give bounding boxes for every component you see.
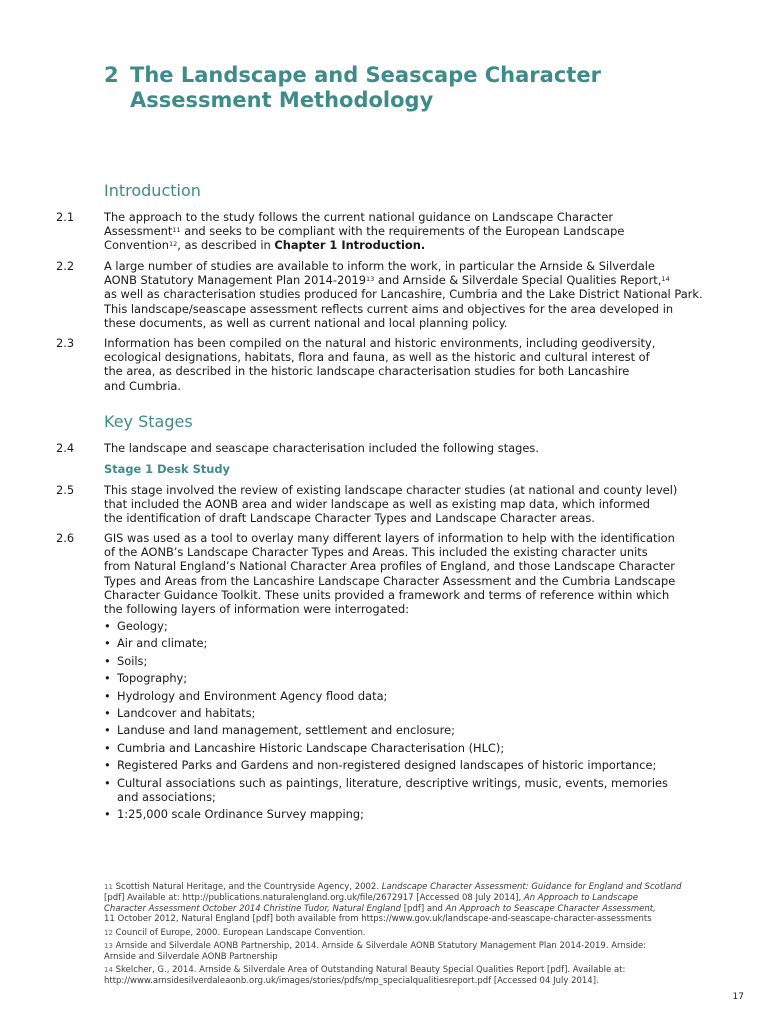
paragraph-2-3 [56, 336, 724, 393]
text-line: ecological designations, habitats, flora and fauna, as well as the historic and cultural interest of [104, 350, 650, 365]
chapter-title-line-1: The Landscape and Seascape Character [130, 63, 601, 87]
paragraph-2-5 [56, 483, 724, 526]
text-line: Character Guidance Toolkit. These units provided a framework and terms of reference within which [104, 587, 670, 602]
text-line: and Cumbria. [104, 378, 181, 393]
section-heading-key-stages: Key Stages [104, 412, 193, 431]
paragraph-2-6 [56, 531, 724, 616]
paragraph-number: 2.6 [56, 531, 75, 545]
list-item: • Cultural associations such as paintings, literature, descriptive writings, music, events, memories and associations; [104, 776, 724, 804]
list-item: • Registered Parks and Gardens and non-registered designed landscapes of historic importance; [104, 758, 724, 772]
section-heading-introduction: Introduction [104, 181, 201, 200]
list-item: • Geology; [104, 619, 724, 633]
footnote-12: 12 Council of Europe, 2000. European Landscape Convention. [104, 927, 366, 938]
text-line: Information has been compiled on the natural and historic environments, including geodiversity, [104, 336, 656, 350]
list-item: • Topography; [104, 671, 724, 685]
text-line: This stage involved the review of existing landscape character studies (at national and county level) [104, 483, 678, 497]
text-line: AONB Statutory Management Plan 2014-2019$^{13}$ and Arnside & Silverdale Special Qualities Report,$^{14}$ [104, 273, 670, 288]
list-item: • Landuse and land management, settlement and enclosure; [104, 723, 724, 737]
list-item: • Landcover and habitats; [104, 706, 724, 720]
text-line: from Natural England’s National Character Area profiles of England, and those Landscape Character [104, 559, 675, 574]
footnotes [104, 882, 734, 989]
paragraph-2-4 [56, 441, 724, 455]
footnote-ref: 12 [168, 240, 178, 249]
text-line: that included the AONB area and wider landscape as well as existing map data, which informed [104, 497, 650, 512]
footnote-ref: 14 [661, 275, 670, 284]
text-line: as well as characterisation studies produced for Lancashire, Cumbria and the Lake District National Park. [104, 287, 703, 302]
list-item: • Cumbria and Lancashire Historic Landscape Characterisation (HLC); [104, 741, 724, 755]
text-line: The landscape and seascape characterisation included the following stages. [104, 441, 539, 455]
text-line: The approach to the study follows the current national guidance on Landscape Character [104, 210, 614, 224]
footnote-14: 14 Skelcher, G., 2014. Arnside & Silverdale Area of Outstanding Natural Beauty Special Qualities Report [pdf]. Available at: http://www.arnsidesilverdaleaonb.org.uk/images/stories/pdfs/mp_specialqualitiesreport.pdf [Accessed 04 July 2014]. [104, 965, 626, 986]
list-item: • 1:25,000 scale Ordinance Survey mapping; [104, 807, 724, 821]
list-item: • Soils; [104, 654, 724, 668]
paragraph-2-1 [56, 210, 724, 253]
chapter-title-line-2: Assessment Methodology [130, 88, 434, 112]
text-line: A large number of studies are available to inform the work, in particular the Arnside & Silverdale [104, 259, 655, 273]
text-line: these documents, as well as current national and local planning policy. [104, 315, 508, 330]
footnote-11: 11 Scottish Natural Heritage, and the Countryside Agency, 2002. Landscape Character Assessment: Guidance for England and Scotland [pdf] Available at: http://publications.naturalengland.org.uk/file/2672917 [Accessed 08 July 2014], An Approach to Landscape Character Assessment October 2014 Christine Tudor, Natural England [pdf] and An Approach to Seascape Character Assessment, 11 October 2012, Natural England [pdf] both available from https://www.gov.uk/landscape-and-seascape-character-assessments [104, 882, 682, 925]
text-line: of the AONB’s Landscape Character Types and Areas. This included the existing character units [104, 545, 648, 560]
list-item: • Air and climate; [104, 636, 724, 650]
chapter-reference: Chapter 1 Introduction. [274, 238, 426, 253]
footnote-ref: 13 [365, 275, 375, 284]
text-line: Types and Areas from the Lancashire Landscape Character Assessment and the Cumbria Landscape [104, 573, 676, 588]
footnote-ref: 11 [172, 226, 181, 235]
page-number: 17 [732, 992, 744, 1002]
paragraph-number: 2.2 [56, 259, 75, 273]
paragraph-number: 2.1 [56, 210, 75, 224]
paragraph-2-2 [56, 259, 724, 330]
paragraph-number: 2.3 [56, 336, 75, 350]
text-line: This landscape/seascape assessment reflects current aims and objectives for the area developed in [104, 301, 674, 316]
chapter-title [104, 63, 724, 113]
text-line: the following layers of information were interrogated: [104, 602, 410, 617]
list-item: • Hydrology and Environment Agency flood data; [104, 689, 724, 703]
footnote-13: 13 Arnside and Silverdale AONB Partnership, 2014. Arnside & Silverdale AONB Statutory Management Plan 2014-2019. Arnside: Arnside and Silverdale AONB Partnership [104, 940, 647, 962]
subheading-stage-1: Stage 1 Desk Study [104, 462, 230, 476]
chapter-number: 2 [104, 63, 119, 87]
text-line: Convention$^{12}$, as described in Chapter 1 Introduction. [104, 238, 426, 253]
text-line: the identification of draft Landscape Character Types and Landscape Character areas. [104, 511, 595, 526]
text-line: the area, as described in the historic landscape characterisation studies for both Lancashire [104, 364, 630, 379]
paragraph-number: 2.4 [56, 441, 75, 455]
information-layers-list [104, 619, 724, 824]
paragraph-number: 2.5 [56, 483, 75, 497]
text-line: GIS was used as a tool to overlay many different layers of information to help with the identification [104, 531, 675, 545]
text-line: Assessment$^{11}$ and seeks to be compliant with the requirements of the European Landscape [104, 224, 625, 239]
